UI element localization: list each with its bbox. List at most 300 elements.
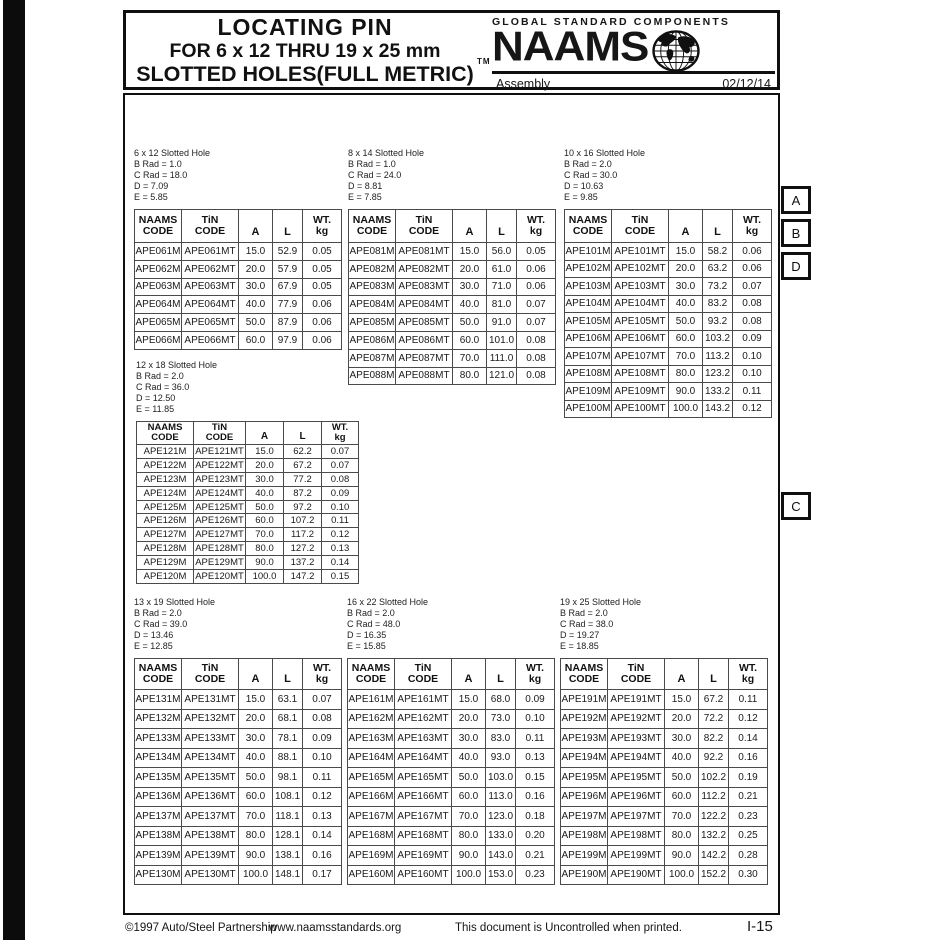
cell: APE088M [349, 367, 396, 385]
col-header [246, 422, 284, 445]
cell: APE105M [565, 313, 612, 331]
cell: 58.2 [703, 243, 733, 261]
data-table [564, 209, 772, 418]
col-header-line: NAAMS [564, 662, 604, 674]
cell: APE136M [135, 787, 182, 807]
cell: APE130M [135, 865, 182, 885]
cell: APE083M [349, 278, 396, 296]
cell: APE195MT [608, 768, 665, 788]
col-header-line: CODE [194, 673, 226, 685]
table-row [561, 846, 768, 866]
cell: 15.0 [665, 690, 699, 710]
spec-title: 6 x 12 Slotted Hole [134, 148, 211, 158]
cell: APE139M [135, 846, 182, 866]
cell: APE107M [565, 348, 612, 366]
cell: 100.0 [665, 865, 699, 885]
title-line-1: LOCATING PIN [217, 14, 393, 40]
spec-block [348, 148, 556, 203]
spec-line: E = 15.85 [347, 641, 386, 651]
col-header-line: A [464, 673, 473, 685]
col-header-line: L [284, 226, 291, 238]
cell: APE196M [561, 787, 608, 807]
cell: 127.2 [284, 542, 322, 556]
spec-line: D = 8.81 [348, 181, 383, 191]
cell: 20.0 [453, 260, 487, 278]
table-row [561, 729, 768, 749]
col-header [135, 659, 182, 690]
cell: APE104M [565, 295, 612, 313]
cell: APE168M [348, 826, 395, 846]
cell: 0.14 [729, 729, 768, 749]
cell: 143.2 [703, 400, 733, 418]
col-header-line: A [465, 226, 474, 238]
cell: APE084M [349, 296, 396, 314]
cell: 0.05 [303, 243, 342, 261]
table-row [137, 500, 359, 514]
cell: APE194MT [608, 748, 665, 768]
cell: APE166M [348, 787, 395, 807]
col-header-line: kg [315, 673, 329, 685]
cell: 142.2 [699, 846, 729, 866]
cell: 0.08 [303, 709, 342, 729]
header-row [565, 210, 772, 243]
col-header [703, 210, 733, 243]
data-table [134, 658, 342, 885]
cell: 30.0 [452, 729, 486, 749]
col-header-line: NAAMS [351, 662, 391, 674]
cell: 147.2 [284, 570, 322, 584]
header-row [135, 659, 342, 690]
table-row [565, 383, 772, 401]
cell: 100.0 [669, 400, 703, 418]
data-table [136, 421, 359, 584]
spec-title: 16 x 22 Slotted Hole [347, 597, 429, 607]
cell: 40.0 [452, 748, 486, 768]
col-header-line: L [497, 673, 504, 685]
cell: APE100M [565, 400, 612, 418]
cell: 90.0 [239, 846, 273, 866]
cell: 0.18 [516, 807, 555, 827]
cell: 148.1 [273, 865, 303, 885]
col-header [561, 659, 608, 690]
cell: APE125MT [195, 501, 244, 513]
col-header-line: CODE [142, 673, 174, 685]
cell: 0.16 [516, 787, 555, 807]
cell: 60.0 [239, 787, 273, 807]
cell: 67.2 [699, 690, 729, 710]
cell: 112.2 [699, 787, 729, 807]
cell: 113.2 [703, 348, 733, 366]
spec-line: B Rad = 2.0 [134, 608, 182, 618]
cell: APE108MT [612, 365, 669, 383]
cell: APE131MT [182, 690, 239, 710]
cell: APE123M [137, 472, 194, 486]
cell: APE063MT [182, 278, 239, 296]
cell: 0.12 [733, 400, 772, 418]
col-header-line: NAAMS [352, 214, 392, 226]
category-label: Assembly [496, 77, 551, 91]
cell: 50.0 [453, 314, 487, 332]
cell: APE124MT [195, 487, 244, 499]
cell: 0.05 [303, 278, 342, 296]
col-header-line: WT. [331, 422, 349, 433]
col-header [486, 659, 516, 690]
cell: APE082MT [396, 260, 453, 278]
cell: 30.0 [239, 278, 273, 296]
cell: 0.05 [517, 243, 556, 261]
cell: APE198MT [608, 826, 665, 846]
table-row [561, 690, 768, 710]
spec-block [347, 597, 555, 652]
cell: 78.1 [273, 729, 303, 749]
spec-title: 12 x 18 Slotted Hole [136, 360, 218, 370]
col-header-line: WT. [526, 214, 546, 226]
cell: 97.2 [284, 500, 322, 514]
cell: 107.2 [284, 514, 322, 528]
cell: 132.2 [699, 826, 729, 846]
spec-line: C Rad = 30.0 [564, 170, 618, 180]
table-row [565, 295, 772, 313]
cell: 60.0 [669, 330, 703, 348]
cell: APE137MT [182, 807, 239, 827]
table-row [135, 729, 342, 749]
cell: 0.23 [516, 865, 555, 885]
col-header-line: kg [315, 225, 329, 237]
col-header [452, 659, 486, 690]
cell: 81.0 [487, 296, 517, 314]
spec-line: E = 11.85 [136, 404, 175, 414]
col-header [194, 422, 246, 445]
cell: 0.06 [303, 296, 342, 314]
cell: 20.0 [239, 709, 273, 729]
cell: APE133MT [182, 729, 239, 749]
table-row [349, 314, 556, 332]
cell: APE085M [349, 314, 396, 332]
header-row [349, 210, 556, 243]
cell: 56.0 [487, 243, 517, 261]
table-row [349, 278, 556, 296]
footer-copyright: ©1997 Auto/Steel Partnership [125, 922, 277, 934]
data-table [348, 209, 556, 385]
cell: APE169MT [395, 846, 452, 866]
cell: APE101MT [612, 243, 669, 261]
cell: APE120M [137, 570, 194, 584]
cell: APE065M [135, 314, 182, 332]
col-header [517, 210, 556, 243]
cell: APE122MT [195, 459, 244, 471]
cell: 60.0 [452, 787, 486, 807]
cell: 0.13 [322, 542, 359, 556]
cell: 0.21 [516, 846, 555, 866]
col-header-line: TiN [201, 662, 219, 674]
table-row [137, 570, 359, 584]
col-header-line: NAAMS [138, 214, 178, 226]
cell: 90.0 [669, 383, 703, 401]
cell: 40.0 [669, 295, 703, 313]
cell: 83.2 [703, 295, 733, 313]
col-header [137, 422, 194, 445]
cell: APE193MT [608, 729, 665, 749]
table-row [348, 768, 555, 788]
cell: APE084MT [396, 296, 453, 314]
cell: APE190MT [608, 865, 665, 885]
table-row [565, 260, 772, 278]
cell: APE135M [135, 768, 182, 788]
table-row [349, 243, 556, 261]
cell: 0.19 [729, 768, 768, 788]
cell: 0.06 [303, 331, 342, 349]
logo-row [492, 23, 775, 70]
cell: 0.11 [733, 383, 772, 401]
table-row [137, 556, 359, 570]
cell: 0.20 [516, 826, 555, 846]
col-header-line: kg [528, 673, 542, 685]
spec-line: E = 18.85 [560, 641, 599, 651]
table-row [349, 260, 556, 278]
cell: APE169M [348, 846, 395, 866]
table-row [349, 296, 556, 314]
cell: APE061M [135, 243, 182, 261]
footer [123, 920, 780, 940]
header-row [135, 210, 342, 243]
cell: 0.06 [303, 314, 342, 332]
col-header-line: A [260, 431, 269, 442]
cell: APE191M [561, 690, 608, 710]
cell: APE196MT [608, 787, 665, 807]
cell: APE164M [348, 748, 395, 768]
cell: 113.0 [486, 787, 516, 807]
cell: 40.0 [665, 748, 699, 768]
table-row [348, 826, 555, 846]
col-header-line: CODE [407, 673, 439, 685]
cell: 0.10 [322, 500, 359, 514]
cell: 40.0 [453, 296, 487, 314]
cell: 103.2 [703, 330, 733, 348]
table-row [561, 787, 768, 807]
cell: 0.15 [322, 570, 359, 584]
cell: 15.0 [239, 690, 273, 710]
cell: 60.0 [453, 331, 487, 349]
cell: 90.0 [246, 556, 284, 570]
side-tab-c: C [781, 492, 811, 520]
cell: 0.06 [733, 260, 772, 278]
spec-line: C Rad = 24.0 [348, 170, 402, 180]
col-header-line: CODE [572, 225, 604, 237]
col-header-line: kg [529, 225, 543, 237]
spec-line: B Rad = 1.0 [134, 159, 182, 169]
spec-line: C Rad = 18.0 [134, 170, 188, 180]
cell: 122.2 [699, 807, 729, 827]
cell: 0.09 [516, 690, 555, 710]
col-header-line: WT. [312, 662, 332, 674]
cell: 0.06 [517, 278, 556, 296]
col-header [182, 659, 239, 690]
cell: 0.12 [729, 709, 768, 729]
cell: 0.13 [303, 807, 342, 827]
cell: 57.9 [273, 260, 303, 278]
cell: 50.0 [239, 314, 273, 332]
cell: 0.23 [729, 807, 768, 827]
table-row [137, 458, 359, 472]
cell: APE087M [349, 349, 396, 367]
cell: 73.0 [486, 709, 516, 729]
col-header [665, 659, 699, 690]
cell: APE105MT [612, 313, 669, 331]
spec-title: 13 x 19 Slotted Hole [134, 597, 216, 607]
cell: 30.0 [669, 278, 703, 296]
col-header [395, 659, 452, 690]
table-row [561, 748, 768, 768]
cell: 20.0 [239, 260, 273, 278]
table-row [561, 807, 768, 827]
cell: APE128MT [195, 543, 244, 555]
spec-line: E = 9.85 [564, 192, 598, 202]
cell: APE081M [349, 243, 396, 261]
cell: 63.2 [703, 260, 733, 278]
cell: APE168MT [395, 826, 452, 846]
table-group-8x14 [348, 148, 556, 385]
table-row [561, 768, 768, 788]
spec-line: D = 7.09 [134, 181, 169, 191]
cell: APE127MT [195, 529, 244, 541]
cell: 111.0 [487, 349, 517, 367]
cell: APE133M [135, 729, 182, 749]
table-row [349, 331, 556, 349]
header-row [137, 422, 359, 445]
cell: 15.0 [452, 690, 486, 710]
col-header-line: WT. [525, 662, 545, 674]
col-header [729, 659, 768, 690]
spec-line: E = 12.85 [134, 641, 173, 651]
col-header-line: NAAMS [568, 214, 608, 226]
cell: 0.08 [733, 295, 772, 313]
col-header-line: CODE [205, 432, 234, 443]
data-table [347, 658, 555, 885]
table-group-16x22 [347, 597, 555, 885]
cell: APE083MT [396, 278, 453, 296]
spec-line: B Rad = 2.0 [560, 608, 608, 618]
table-row [135, 331, 342, 349]
col-header-line: TiN [415, 214, 433, 226]
cell: APE197MT [608, 807, 665, 827]
table-row [135, 296, 342, 314]
table-row [137, 514, 359, 528]
table-row [349, 367, 556, 385]
table-row [349, 349, 556, 367]
table-group-6x12 [134, 148, 342, 350]
cell: APE066MT [182, 331, 239, 349]
logo-bottom-row [492, 74, 775, 91]
cell: APE197M [561, 807, 608, 827]
cell: APE199M [561, 846, 608, 866]
col-header-line: kg [334, 432, 346, 443]
table-row [565, 243, 772, 261]
spec-line: E = 5.85 [134, 192, 168, 202]
col-header-line: NAAMS [147, 422, 183, 433]
cell: 98.1 [273, 768, 303, 788]
cell: 20.0 [246, 458, 284, 472]
cell: 123.0 [486, 807, 516, 827]
cell: APE127M [137, 528, 194, 542]
cell: APE081MT [396, 243, 453, 261]
col-header [487, 210, 517, 243]
col-header [284, 422, 322, 445]
cell: 121.0 [487, 367, 517, 385]
spec-line: C Rad = 36.0 [136, 382, 190, 392]
spec-line: D = 13.46 [134, 630, 174, 640]
table-row [565, 348, 772, 366]
table-row [348, 865, 555, 885]
cell: APE121MT [195, 445, 244, 457]
cell: APE109MT [612, 383, 669, 401]
cell: APE066M [135, 331, 182, 349]
cell: 117.2 [284, 528, 322, 542]
cell: 123.2 [703, 365, 733, 383]
cell: 0.25 [729, 826, 768, 846]
cell: APE131M [135, 690, 182, 710]
table-row [137, 542, 359, 556]
table-row [135, 243, 342, 261]
cell: 70.0 [246, 528, 284, 542]
col-header [303, 659, 342, 690]
cell: APE132M [135, 709, 182, 729]
cell: APE087MT [396, 349, 453, 367]
cell: APE065MT [182, 314, 239, 332]
cell: APE192MT [608, 709, 665, 729]
cell: 0.07 [517, 296, 556, 314]
cell: APE132MT [182, 709, 239, 729]
cell: APE162M [348, 709, 395, 729]
spec-line: C Rad = 48.0 [347, 619, 401, 629]
cell: 0.09 [322, 486, 359, 500]
cell: 0.10 [733, 348, 772, 366]
cell: 0.14 [322, 556, 359, 570]
cell: 20.0 [665, 709, 699, 729]
cell: 0.15 [516, 768, 555, 788]
table-row [135, 278, 342, 296]
cell: 137.2 [284, 556, 322, 570]
cell: 102.2 [699, 768, 729, 788]
cell: 71.0 [487, 278, 517, 296]
col-header [322, 422, 359, 445]
col-header-line: A [677, 673, 686, 685]
col-header [303, 210, 342, 243]
cell: 40.0 [239, 296, 273, 314]
col-header [349, 210, 396, 243]
cell: APE088MT [396, 367, 453, 385]
cell: 87.2 [284, 486, 322, 500]
cell: 108.1 [273, 787, 303, 807]
cell: APE063M [135, 278, 182, 296]
cell: 0.13 [516, 748, 555, 768]
cell: 0.08 [517, 331, 556, 349]
cell: APE137M [135, 807, 182, 827]
cell: 77.9 [273, 296, 303, 314]
naams-wordmark: NAAMS [492, 23, 649, 70]
cell: APE104MT [612, 295, 669, 313]
cell: 0.12 [322, 528, 359, 542]
cell: 82.2 [699, 729, 729, 749]
cell: 52.9 [273, 243, 303, 261]
cell: 0.30 [729, 865, 768, 885]
cell: APE107MT [612, 348, 669, 366]
footer-notice: This document is Uncontrolled when printed. [455, 922, 682, 934]
cell: APE106M [565, 330, 612, 348]
cell: APE085MT [396, 314, 453, 332]
cell: 0.12 [303, 787, 342, 807]
cell: 50.0 [665, 768, 699, 788]
cell: 133.0 [486, 826, 516, 846]
